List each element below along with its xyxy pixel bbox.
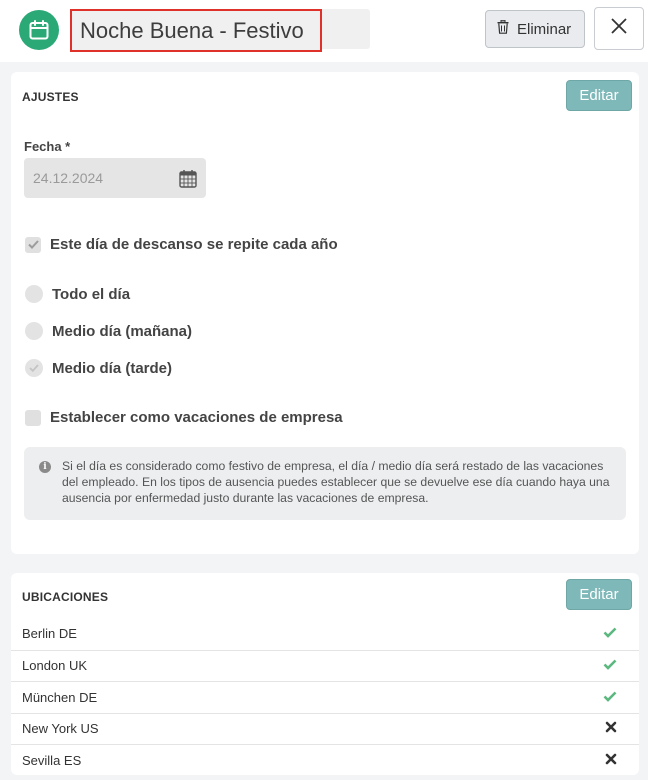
- location-name: München DE: [22, 689, 98, 705]
- date-value: 24.12.2024: [33, 170, 104, 186]
- date-label: Fecha *: [24, 139, 71, 154]
- radio-label: Todo el día: [52, 285, 131, 303]
- ajustes-card: [11, 72, 639, 554]
- company-vacation-label: Establecer como vacaciones de empresa: [50, 409, 343, 426]
- check-icon: [603, 657, 617, 674]
- close-button[interactable]: [594, 7, 644, 50]
- info-text: Si el día es considerado como festivo de empresa, el día / medio día será restado de las vacaciones del empleado. En los tipos de ausencia puedes establecer que se devuelve ese día cuando haya una ausencia por enfermedad justo durante las vacaciones de empresa.: [62, 459, 610, 505]
- ubicaciones-card: [11, 573, 639, 775]
- check-icon: [603, 689, 617, 706]
- ajustes-title: AJUSTES: [22, 90, 79, 104]
- cross-icon: [605, 752, 617, 769]
- repeat-yearly-label: Este día de descanso se repite cada año: [50, 236, 338, 253]
- radio-option-medio-dia-manana[interactable]: [25, 322, 192, 340]
- location-list: [11, 618, 639, 776]
- company-vacation-checkbox[interactable]: [25, 410, 41, 426]
- info-box: [24, 447, 626, 520]
- radio-medio-dia-tarde[interactable]: [25, 359, 43, 377]
- location-row: [11, 713, 639, 745]
- delete-button-label: Eliminar: [517, 20, 572, 38]
- location-row: [11, 681, 639, 713]
- check-icon: [603, 625, 617, 642]
- location-name: Sevilla ES: [22, 752, 82, 768]
- location-name: Berlin DE: [22, 626, 77, 642]
- radio-option-todo-el-dia[interactable]: [25, 285, 130, 303]
- radio-option-medio-dia-tarde[interactable]: [25, 359, 172, 377]
- title-input[interactable]: Noche Buena - Festivo: [70, 9, 322, 52]
- location-row: [11, 650, 639, 682]
- radio-todo-el-dia[interactable]: [25, 285, 43, 303]
- calendar-picker-icon[interactable]: [179, 169, 197, 191]
- info-icon: i: [39, 461, 51, 473]
- location-row: [11, 744, 639, 776]
- location-name: New York US: [22, 721, 99, 737]
- calendar-icon: [19, 10, 59, 50]
- ajustes-edit-button[interactable]: Editar: [566, 80, 632, 111]
- location-name: London UK: [22, 658, 88, 674]
- company-vacation-option[interactable]: [25, 409, 343, 426]
- repeat-yearly-checkbox[interactable]: [25, 237, 41, 253]
- cross-icon: [605, 720, 617, 737]
- radio-label: Medio día (tarde): [52, 359, 173, 377]
- close-icon: [610, 17, 628, 40]
- radio-label: Medio día (mañana): [52, 322, 193, 340]
- ubicaciones-edit-button[interactable]: Editar: [566, 579, 632, 610]
- title-field-container: [70, 9, 370, 49]
- location-row: [11, 618, 639, 650]
- date-input[interactable]: [24, 158, 206, 198]
- trash-icon: [497, 20, 509, 38]
- ubicaciones-title: UBICACIONES: [22, 590, 109, 604]
- radio-medio-dia-manana[interactable]: [25, 322, 43, 340]
- delete-button[interactable]: [485, 10, 585, 48]
- repeat-yearly-option[interactable]: [25, 236, 338, 253]
- header-bar: [0, 0, 648, 62]
